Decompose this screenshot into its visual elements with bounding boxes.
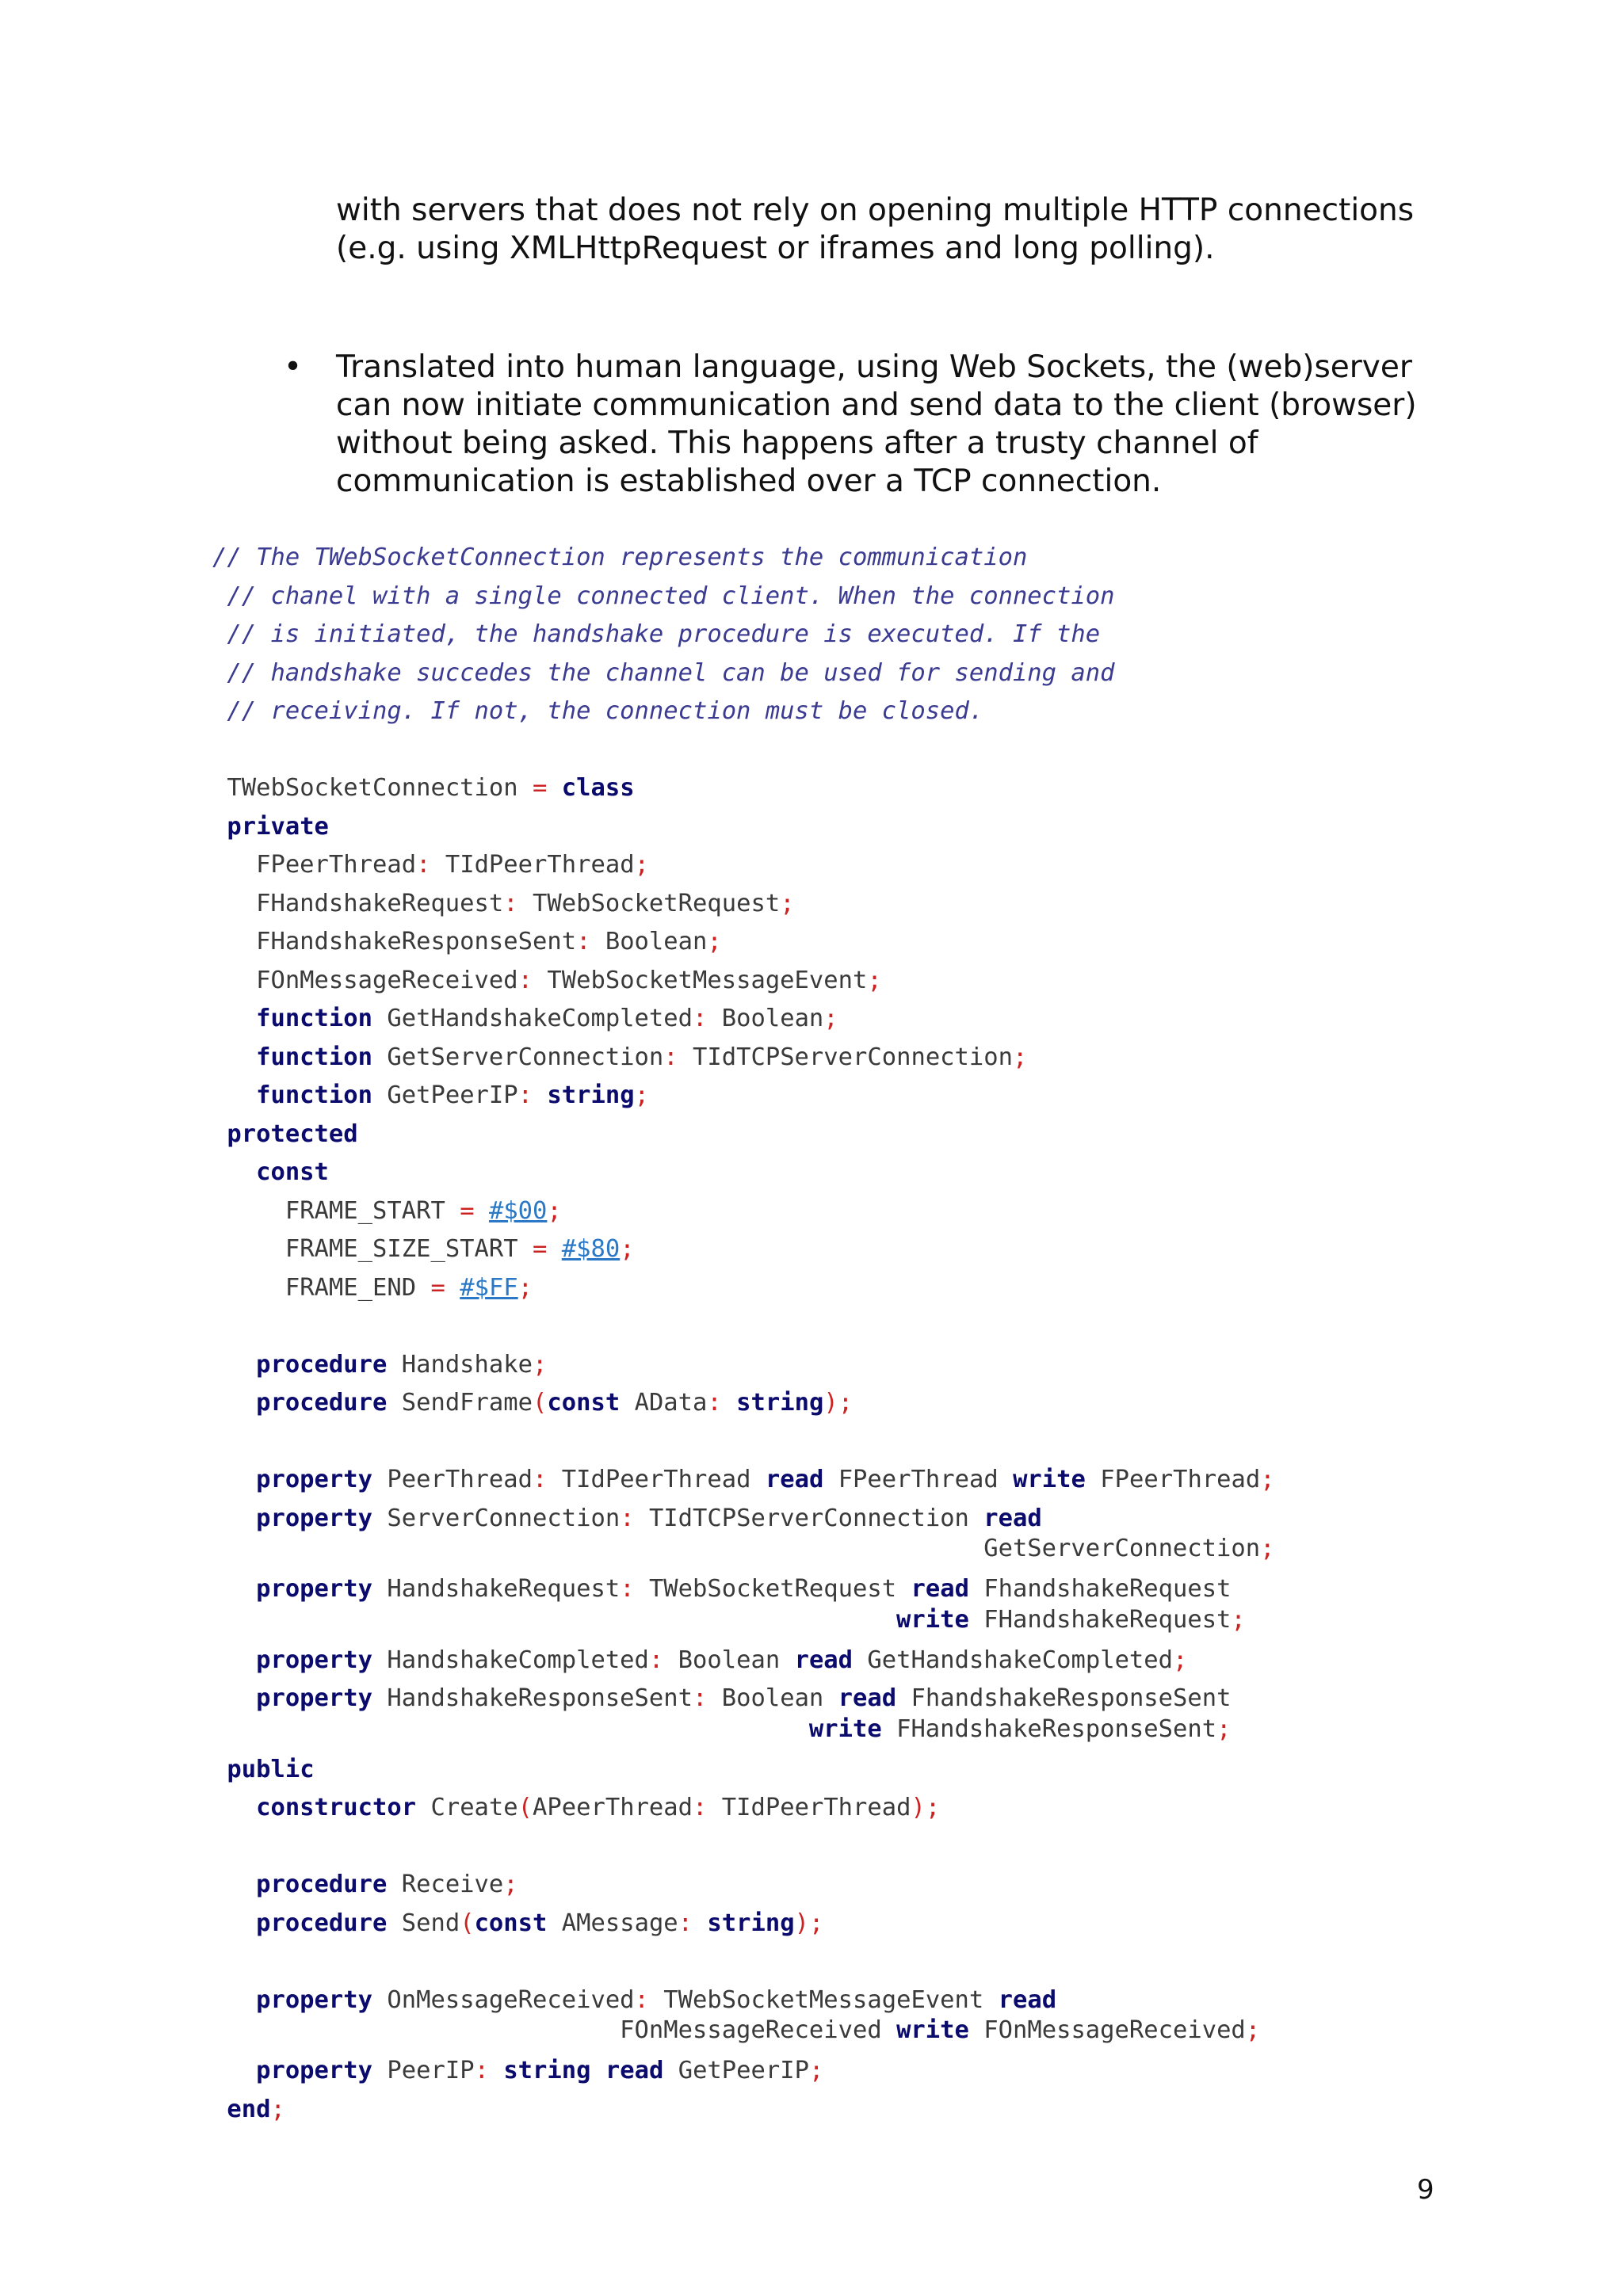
function-line: function GetServerConnection: TIdTCPServerConnection; xyxy=(256,1043,1028,1071)
code-comment-line: // is initiated, the handshake procedure is executed. If the xyxy=(212,620,1101,648)
property-line: property PeerThread: TIdPeerThread read FPeerThread write FPeerThread; xyxy=(256,1466,1275,1493)
property-continuation: write FHandshakeRequest; xyxy=(896,1605,1246,1634)
procedure-line: procedure Send(const AMessage: string); xyxy=(256,1909,824,1937)
keyword: class xyxy=(561,774,635,802)
procedure-line: procedure Receive; xyxy=(256,1871,518,1898)
constructor-line: constructor Create(APeerThread: TIdPeerThread); xyxy=(256,1794,941,1821)
section-protected: protected xyxy=(227,1119,358,1148)
paragraph-continuation: with servers that does not rely on opening multiple HTTP connections (e.g. using XMLHttpRequest or iframes and long polling). xyxy=(336,193,1415,266)
section-private: private xyxy=(227,812,329,841)
property-continuation: FOnMessageReceived write FOnMessageReceived; xyxy=(620,2016,1261,2044)
function-line: function GetPeerIP: string; xyxy=(256,1081,649,1109)
code-listing xyxy=(212,539,1275,2129)
field-line: FOnMessageReceived: TWebSocketMessageEvent; xyxy=(256,966,882,994)
field-line: FHandshakeRequest: TWebSocketRequest; xyxy=(256,889,795,917)
code-comment-line: // chanel with a single connected client. When the connection xyxy=(212,582,1115,610)
field-line: FPeerThread: TIdPeerThread; xyxy=(256,851,649,879)
procedure-line: procedure SendFrame(const AData: string); xyxy=(256,1389,854,1417)
property-line: property HandshakeCompleted: Boolean read GetHandshakeCompleted; xyxy=(256,1646,1188,1674)
const-line: FRAME_END = #$FF; xyxy=(285,1273,533,1302)
code-comment-line: // handshake succedes the channel can be used for sending and xyxy=(212,658,1115,687)
property-line: property PeerIP: string read GetPeerIP; xyxy=(256,2057,824,2084)
class-end: end; xyxy=(227,2095,285,2123)
property-line: property HandshakeRequest: TWebSocketRequest read FhandshakeRequest xyxy=(256,1575,1232,1603)
property-line: property OnMessageReceived: TWebSocketMessageEvent read xyxy=(256,1985,1057,2014)
bullet-paragraph: Translated into human language, using Web Sockets, the (web)server can now initiate communication and send data to the client (browser) without being asked. This happens after a trusty channel of communication is established over a TCP connection. xyxy=(336,349,1417,499)
bullet-icon: • xyxy=(284,349,303,385)
code-comment-line: // The TWebSocketConnection represents the communication xyxy=(212,543,1028,571)
code-comment-line: // receiving. If not, the connection must be closed. xyxy=(212,697,984,725)
function-line: function GetHandshakeCompleted: Boolean; xyxy=(256,1005,838,1032)
property-line: property HandshakeResponseSent: Boolean read FhandshakeResponseSent xyxy=(256,1684,1232,1712)
field-line: FHandshakeResponseSent: Boolean; xyxy=(256,928,722,955)
property-continuation: GetServerConnection; xyxy=(983,1535,1275,1562)
section-public: public xyxy=(227,1755,315,1783)
class-declaration: TWebSocketConnection = class xyxy=(227,774,635,802)
const-line: FRAME_START = #$00; xyxy=(285,1196,562,1225)
property-line: property ServerConnection: TIdTCPServerConnection read xyxy=(256,1504,1042,1532)
class-name: TWebSocketConnection xyxy=(227,774,518,802)
const-line: FRAME_SIZE_START = #$80; xyxy=(285,1235,635,1263)
property-continuation: write FHandshakeResponseSent; xyxy=(808,1714,1232,1743)
const-section: const xyxy=(256,1158,329,1186)
procedure-line: procedure Handshake; xyxy=(256,1350,548,1379)
page-number: 9 xyxy=(1417,2174,1434,2206)
